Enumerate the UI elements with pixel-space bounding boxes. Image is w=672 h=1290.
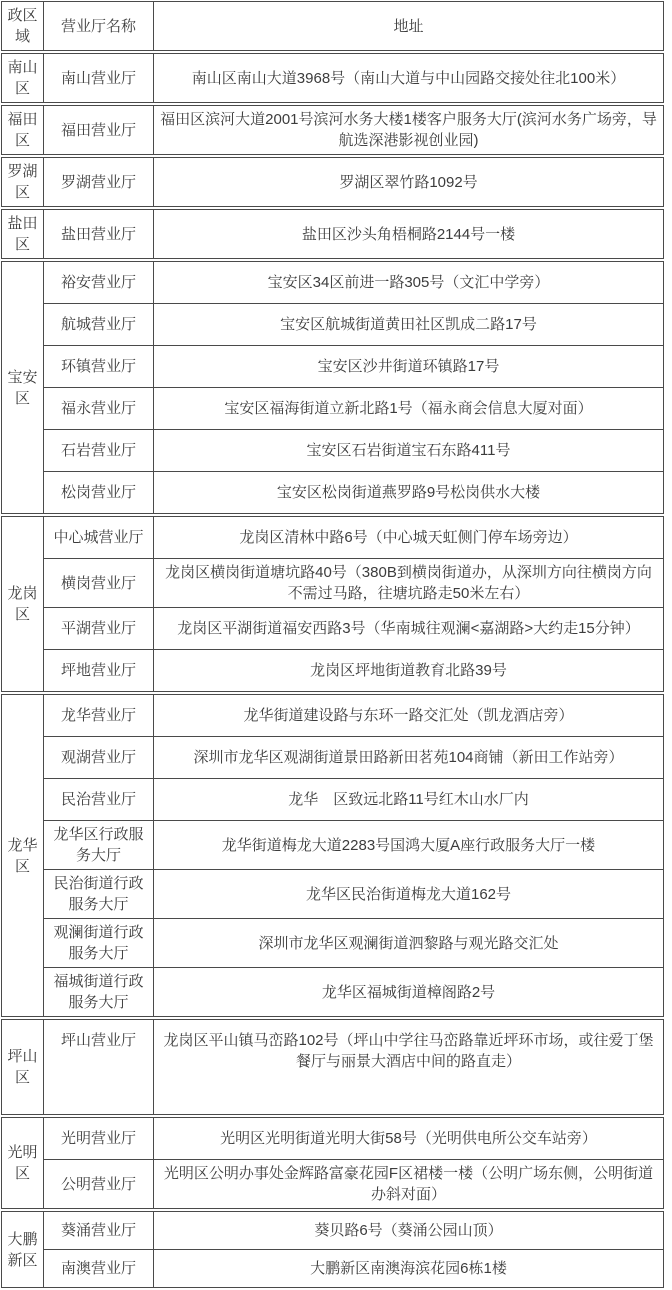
district-section-guangming [1,1117,664,1209]
hall-name-cell: 民治街道行政服务大厅 [44,870,154,919]
table-row [2,517,664,559]
table-row [2,779,664,821]
hall-name-cell: 福田营业厅 [44,106,154,155]
table-header-section [1,1,664,51]
col-header-district: 政区域 [2,2,44,51]
address-cell: 宝安区石岩街道宝石东路411号 [154,430,664,472]
hall-name-cell: 裕安营业厅 [44,262,154,304]
table-row [2,737,664,779]
table-row [2,304,664,346]
address-cell: 宝安区福海街道立新北路1号（福永商会信息大厦对面） [154,388,664,430]
address-cell: 光明区公明办事处金辉路富豪花园F区裙楼一楼（公明广场东侧，公明街道办斜对面） [154,1160,664,1209]
district-cell: 坪山区 [2,1020,44,1115]
district-cell: 大鹏新区 [2,1212,44,1288]
hall-name-cell: 航城营业厅 [44,304,154,346]
hall-name-cell: 石岩营业厅 [44,430,154,472]
address-cell: 光明区光明街道光明大街58号（光明供电所公交车站旁） [154,1118,664,1160]
address-cell: 龙岗区平湖街道福安西路3号（华南城往观澜<嘉湖路>大约走15分钟） [154,608,664,650]
hall-name-cell: 龙华营业厅 [44,695,154,737]
district-section-futian [1,105,664,155]
address-cell: 大鹏新区南澳海滨花园6栋1楼 [154,1250,664,1288]
address-cell: 龙岗区横岗街道塘坑路40号（380B到横岗街道办，从深圳方向往横岗方向不需过马路，往塘坑路走50米左右） [154,559,664,608]
hall-name-cell: 福永营业厅 [44,388,154,430]
district-section-yantian [1,209,664,259]
header-row [2,2,664,51]
hall-name-cell: 民治营业厅 [44,779,154,821]
hall-name-cell: 观澜街道行政服务大厅 [44,919,154,968]
hall-name-cell: 松岗营业厅 [44,472,154,514]
table-row [2,54,664,103]
address-cell: 宝安区松岗街道燕罗路9号松岗供水大楼 [154,472,664,514]
hall-name-cell: 葵涌营业厅 [44,1212,154,1250]
address-cell: 宝安区沙井街道环镇路17号 [154,346,664,388]
district-section-longgang [1,516,664,692]
table-row [2,210,664,259]
address-cell: 宝安区34区前进一路305号（文汇中学旁） [154,262,664,304]
table-row [2,608,664,650]
district-section-baoan [1,261,664,514]
hall-name-cell: 环镇营业厅 [44,346,154,388]
col-header-address: 地址 [154,2,664,51]
address-cell: 罗湖区翠竹路1092号 [154,158,664,207]
hall-name-cell: 罗湖营业厅 [44,158,154,207]
hall-name-cell: 福城街道行政服务大厅 [44,968,154,1017]
table-row [2,388,664,430]
district-section-dapeng [1,1211,664,1288]
address-cell: 南山区南山大道3968号（南山大道与中山园路交接处往北100米） [154,54,664,103]
address-cell: 福田区滨河大道2001号滨河水务大楼1楼客户服务大厅(滨河水务广场旁，导航选深港影视创业园) [154,106,664,155]
district-section-pingshan [1,1019,664,1115]
table-row [2,1212,664,1250]
table-row [2,919,664,968]
table-row [2,870,664,919]
address-cell: 龙岗区坪地街道教育北路39号 [154,650,664,692]
address-cell: 盐田区沙头角梧桐路2144号一楼 [154,210,664,259]
district-cell: 龙岗区 [2,517,44,692]
district-cell: 福田区 [2,106,44,155]
col-header-hall-name: 营业厅名称 [44,2,154,51]
district-section-luohu [1,157,664,207]
hall-name-cell: 中心城营业厅 [44,517,154,559]
address-cell: 葵贝路6号（葵涌公园山顶） [154,1212,664,1250]
district-section-nanshan [1,53,664,103]
hall-name-cell: 龙华区行政服务大厅 [44,821,154,870]
hall-name-cell: 公明营业厅 [44,1160,154,1209]
table-row [2,472,664,514]
hall-name-cell: 观湖营业厅 [44,737,154,779]
table-row [2,1020,664,1115]
table-row [2,1250,664,1288]
district-cell: 罗湖区 [2,158,44,207]
table-row [2,1118,664,1160]
table-row [2,106,664,155]
address-cell: 深圳市龙华区观湖街道景田路新田茗苑104商铺（新田工作站旁） [154,737,664,779]
hall-name-cell: 横岗营业厅 [44,559,154,608]
hall-name-cell: 盐田营业厅 [44,210,154,259]
hall-name-cell: 南山营业厅 [44,54,154,103]
address-cell: 龙岗区清林中路6号（中心城天虹侧门停车场旁边） [154,517,664,559]
district-cell: 盐田区 [2,210,44,259]
table-row [2,158,664,207]
district-cell: 光明区 [2,1118,44,1209]
table-row [2,1160,664,1209]
table-row [2,559,664,608]
table-row [2,821,664,870]
address-cell: 龙华区民治街道梅龙大道162号 [154,870,664,919]
table-row [2,650,664,692]
table-row [2,262,664,304]
address-cell: 宝安区航城街道黄田社区凯成二路17号 [154,304,664,346]
district-cell: 龙华区 [2,695,44,1017]
address-cell: 深圳市龙华区观澜街道泗黎路与观光路交汇处 [154,919,664,968]
address-cell: 龙华区福城街道樟阁路2号 [154,968,664,1017]
table-row [2,346,664,388]
hall-name-cell: 光明营业厅 [44,1118,154,1160]
hall-name-cell: 南澳营业厅 [44,1250,154,1288]
address-cell: 龙华街道梅龙大道2283号国鸿大厦A座行政服务大厅一楼 [154,821,664,870]
district-cell: 南山区 [2,54,44,103]
district-cell: 宝安区 [2,262,44,514]
hall-name-cell: 坪山营业厅 [44,1020,154,1115]
address-cell: 龙华 区致远北路11号红木山水厂内 [154,779,664,821]
table-row [2,695,664,737]
address-cell: 龙岗区平山镇马峦路102号（坪山中学往马峦路靠近坪环市场，或往爱丁堡餐厅与丽景大酒店中间的路直走） [154,1020,664,1115]
hall-name-cell: 坪地营业厅 [44,650,154,692]
table-row [2,968,664,1017]
district-section-longhua [1,694,664,1017]
address-cell: 龙华街道建设路与东环一路交汇处（凯龙酒店旁） [154,695,664,737]
table-row [2,430,664,472]
hall-name-cell: 平湖营业厅 [44,608,154,650]
